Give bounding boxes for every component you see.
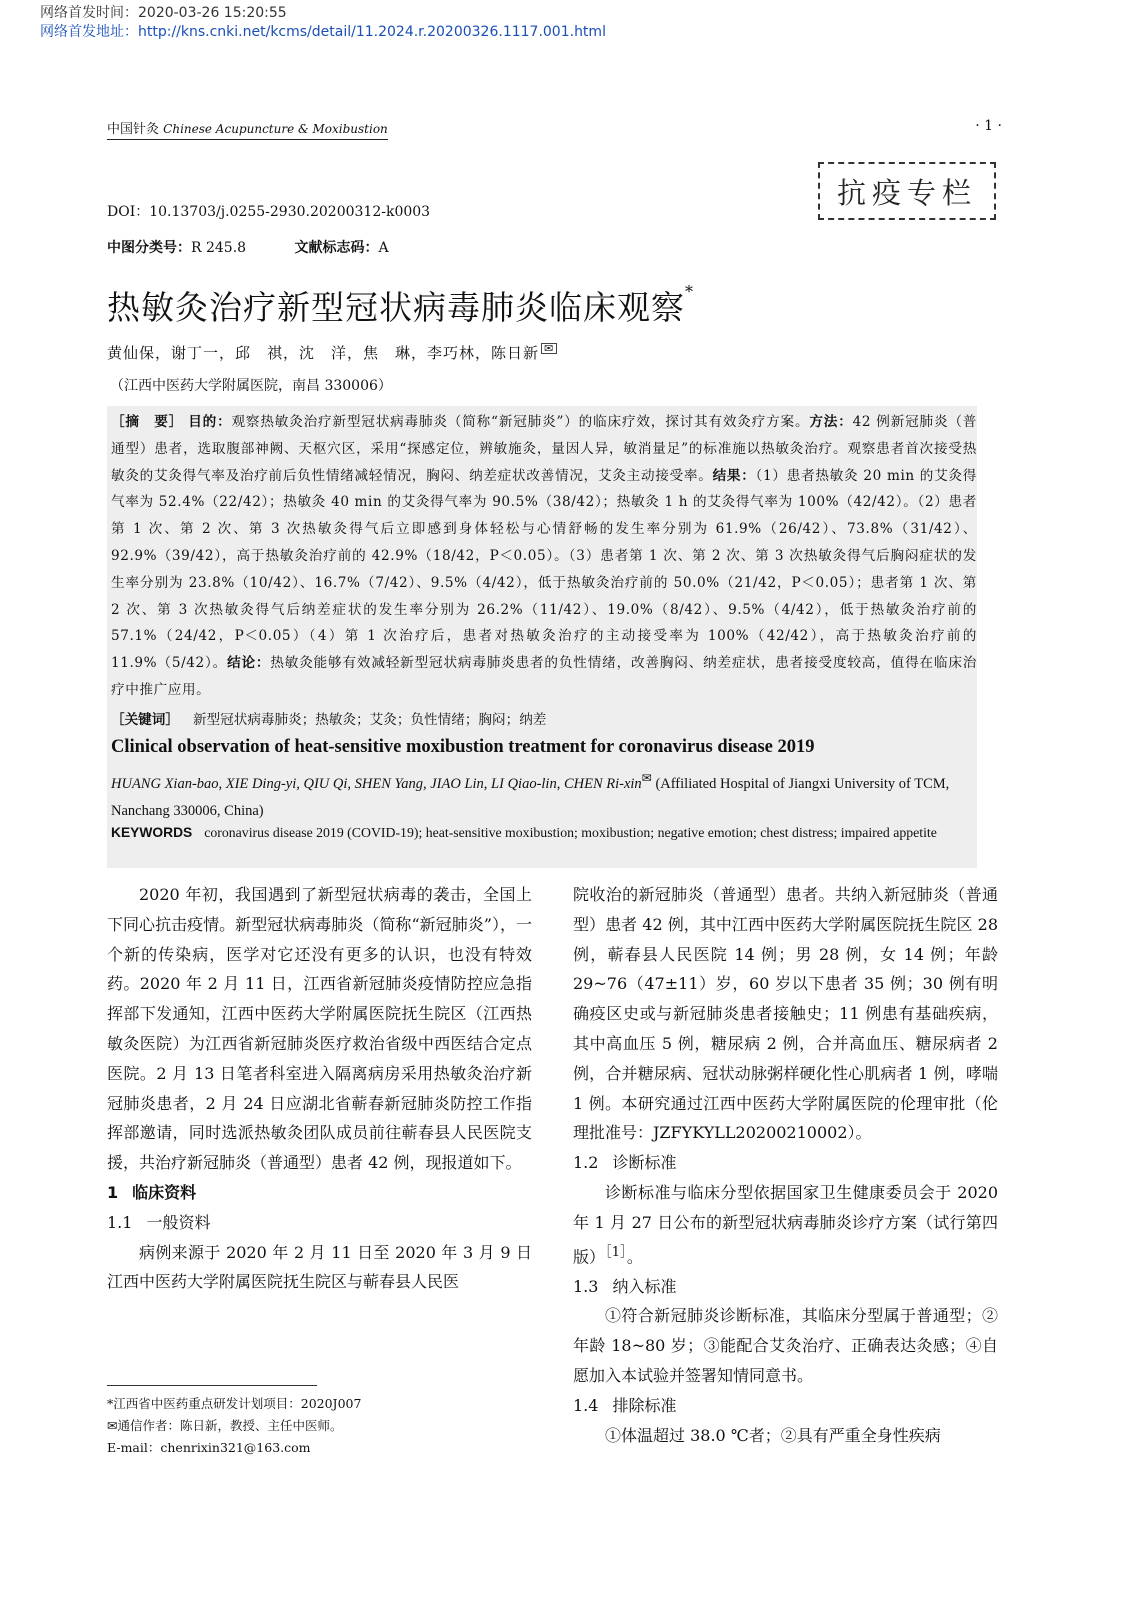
english-title: Clinical observation of heat-sensitive moxibustion treatment for coronavirus disease 2019 [111, 737, 815, 757]
section-1-1-heading [107, 1208, 532, 1238]
affiliation: （江西中医药大学附属医院，南昌 330006） [110, 378, 392, 394]
section-1-4-number: 1.4 [573, 1395, 599, 1415]
section-1-2-text [573, 1178, 998, 1272]
section-1-4-title: 排除标准 [612, 1395, 677, 1415]
footnote-fund: *江西省中医药重点研发计划项目：2020J007 [107, 1396, 362, 1411]
abstract-box [107, 406, 977, 868]
footnote-email[interactable]: E-mail：chenrixin321@163.com [107, 1440, 311, 1455]
abstract-zh [111, 409, 977, 704]
section-1-2-number: 1.2 [573, 1153, 599, 1173]
first-publication-url[interactable]: 网络首发地址：http://kns.cnki.net/kcms/detail/11.2024.r.20200326.1117.001.html [40, 24, 606, 40]
clc-label: 中图分类号： [107, 240, 191, 256]
english-authors [111, 765, 973, 825]
continued-paragraph: 院收治的新冠肺炎（普通型）患者。共纳入新冠肺炎（普通型）患者 42 例，其中江西中医药大学附属医院抚生院区 28 例，蕲春县人民医院 14 例；男 28 例，女 14 例；年龄 29~76（47±11）岁，60 岁以下患者 35 例；30 例有明确疫区史或与新冠肺炎患者接触史；11 例患有基础疾病，其中高血压 5 例，糖尿病 2 例，合并高血压、糖尿病者 2 例，合并糖尿病、冠状动脉粥样硬化性心肌病者 1 例，哮喘 1 例。本研究通过江西中医药大学附属医院的伦理审批（伦理批准号：JZFYKYLL20200210002）。 [573, 885, 998, 1143]
purpose-text: 观察热敏灸治疗新型冠状病毒肺炎（简称“新冠肺炎”）的临床疗效，探讨其有效灸疗方案。 [231, 414, 810, 430]
footnote-divider [107, 1385, 317, 1386]
section-1-number: 1 [107, 1182, 119, 1202]
journal-header [107, 118, 1002, 140]
result-text: （1）患者热敏灸 20 min 的艾灸得气率为 52.4%（22/42）；热敏灸 40 min 的艾灸得气率为 90.5%（38/42）；热敏灸 1 h 的艾灸得气率为 100%（42/42）。（2）患者第 1 次、第 2 次、第 3 次热敏灸得气后立即感到身体轻松与心情舒畅的发生率分别为 61.9%（26/42）、73.8%（31/42）、92.9%（39/42），高于热敏灸治疗前的 42.9%（18/42，P＜0.05）。（3）患者第 1 次、第 2 次、第 3 次热敏灸得气后胸闷症状的发生率分别为 23.8%（10/42）、16.7%（7/42）、9.5%（4/42），低于热敏灸治疗前的 50.0%（21/42，P＜0.05）；患者第 1 次、第 2 次、第 3 次热敏灸得气后纳差症状的发生率分别为 26.2%（11/42）、19.0%（8/42）、9.5%（4/42），低于热敏灸治疗前的 57.1%（24/42，P＜0.05）（4）第 1 次治疗后，患者对热敏灸治疗的主动接受率为 100%（42/42），高于热敏灸治疗前的 11.9%（5/42）。 [111, 467, 977, 672]
purpose-label: 目的： [188, 414, 232, 430]
abstract-label: ［摘 要］ [111, 414, 184, 430]
classification [107, 237, 433, 257]
page-number: · 1 · [975, 118, 1002, 134]
journal-name-zh: 中国针灸 [107, 122, 160, 137]
section-1-2-end: 。 [626, 1246, 643, 1266]
body-column-left [107, 880, 532, 1297]
author-list [107, 342, 557, 363]
mail-icon: ✉ [541, 343, 557, 354]
section-1-1-number: 1.1 [107, 1212, 133, 1232]
keywords-zh-label: ［关键词］ [111, 712, 179, 728]
conclusion-label: 结论： [227, 655, 271, 672]
section-1-2-heading [573, 1148, 998, 1178]
english-keywords [111, 819, 975, 846]
keywords-zh-text: 新型冠状病毒肺炎；热敏灸；艾灸；负性情绪；胸闷；纳差 [192, 712, 547, 728]
method-text: 42 例新冠肺炎（普通型）患者，选取腹部神阙、天枢穴区，采用“探感定位，辨敏施灸，量因人异，敏消量足”的标准施以热敏灸治疗。观察患者首次接受热敏灸的艾灸得气率及治疗前后负性情绪减轻情况，胸闷、纳差症状改善情况，艾灸主动接受率。 [111, 414, 978, 484]
doc-code-value: A [378, 240, 389, 256]
intro-paragraph: 2020 年初，我国遇到了新型冠状病毒的袭击，全国上下同心抗击疫情。新型冠状病毒肺炎（简称“新冠肺炎”），一个新的传染病，医学对它还没有更多的认识，也没有特效药。2020 年 2 月 11 日，江西省新冠肺炎疫情防控应急指挥部下发通知，江西中医药大学附属医院抚生院区（江西热敏灸医院）为江西省新冠肺炎医疗救治省级中西医结合定点医院。2 月 13 日笔者科室进入隔离病房采用热敏灸治疗新冠肺炎患者，2 月 24 日应湖北省蕲春新冠肺炎防控工作指挥部邀请，同时选派热敏灸团队成员前往蕲春县人民医院支援，共治疗新冠肺炎（普通型）患者 42 例，现报道如下。 [107, 885, 532, 1173]
section-1-4-heading [573, 1391, 998, 1421]
doc-code-label: 文献标志码： [294, 240, 379, 256]
clc-value: R 245.8 [191, 240, 247, 256]
section-1-3-heading [573, 1272, 998, 1302]
section-1-2-body: 诊断标准与临床分型依据国家卫生健康委员会于 2020 年 1 月 27 日公布的新型冠状病毒肺炎诊疗方案（试行第四版） [573, 1182, 998, 1266]
section-1-1-text: 病例来源于 2020 年 2 月 11 日至 2020 年 3 月 9 日江西中医药大学附属医院抚生院区与蕲春县人民医 [107, 1242, 532, 1292]
section-1-3-number: 1.3 [573, 1276, 599, 1296]
section-1-3-title: 纳入标准 [612, 1276, 677, 1296]
section-1-heading [107, 1178, 532, 1208]
title-footnote-mark: * [685, 282, 694, 301]
section-1-4-text: ①体温超过 38.0 ℃者；②具有严重全身性疾病 [605, 1425, 941, 1445]
conclusion-text: 热敏灸能够有效减轻新型冠状病毒肺炎患者的负性情绪，改善胸闷、纳差症状，患者接受度较高，值得在临床治疗中推广应用。 [111, 655, 977, 698]
column-badge: 抗疫专栏 [818, 162, 996, 220]
paper-title [107, 282, 694, 329]
journal-name [107, 118, 388, 140]
method-label: 方法： [809, 414, 853, 430]
english-affiliation: (Affiliated Hospital of Jiangxi University of TCM, Nanchang 330006, China) [111, 775, 950, 819]
english-keywords-text: coronavirus disease 2019 (COVID-19); heat-sensitive moxibustion; moxibustion; negative emotion; chest distress; impaired appetite [204, 825, 937, 840]
doi: DOI：10.13703/j.0255-2930.20200312-k0003 [107, 204, 431, 220]
english-author-names: HUANG Xian-bao, XIE Ding-yi, QIU Qi, SHEN Yang, JIAO Lin, LI Qiao-lin, CHEN Ri-xin [111, 775, 642, 792]
english-keywords-label: KEYWORDS [111, 825, 193, 840]
english-mail-icon: ✉ [641, 771, 652, 785]
authors-text: 黄仙保，谢丁一，邱 祺，沈 洋，焦 琳，李巧林，陈日新 [107, 344, 540, 362]
footnotes [107, 1393, 361, 1459]
result-label: 结果： [712, 467, 756, 484]
section-1-title: 临床资料 [132, 1182, 197, 1202]
reference-1[interactable]: ［1］ [605, 1244, 627, 1260]
journal-name-en: Chinese Acupuncture & Moxibustion [163, 122, 388, 136]
body-column-right [573, 880, 998, 1450]
section-1-1-title: 一般资料 [146, 1212, 211, 1232]
footnote-corresponding-author: ✉通信作者：陈日新，教授、主任中医师。 [107, 1418, 343, 1433]
section-1-3-text: ①符合新冠肺炎诊断标准，其临床分型属于普通型；②年龄 18~80 岁；③能配合艾灸治疗、正确表达灸感；④自愿加入本试验并签署知情同意书。 [573, 1306, 998, 1386]
section-1-2-title: 诊断标准 [612, 1153, 677, 1173]
keywords-zh [111, 708, 546, 728]
first-publication-time: 网络首发时间：2020-03-26 15:20:55 [40, 5, 287, 21]
paper-title-text: 热敏灸治疗新型冠状病毒肺炎临床观察 [107, 288, 685, 327]
